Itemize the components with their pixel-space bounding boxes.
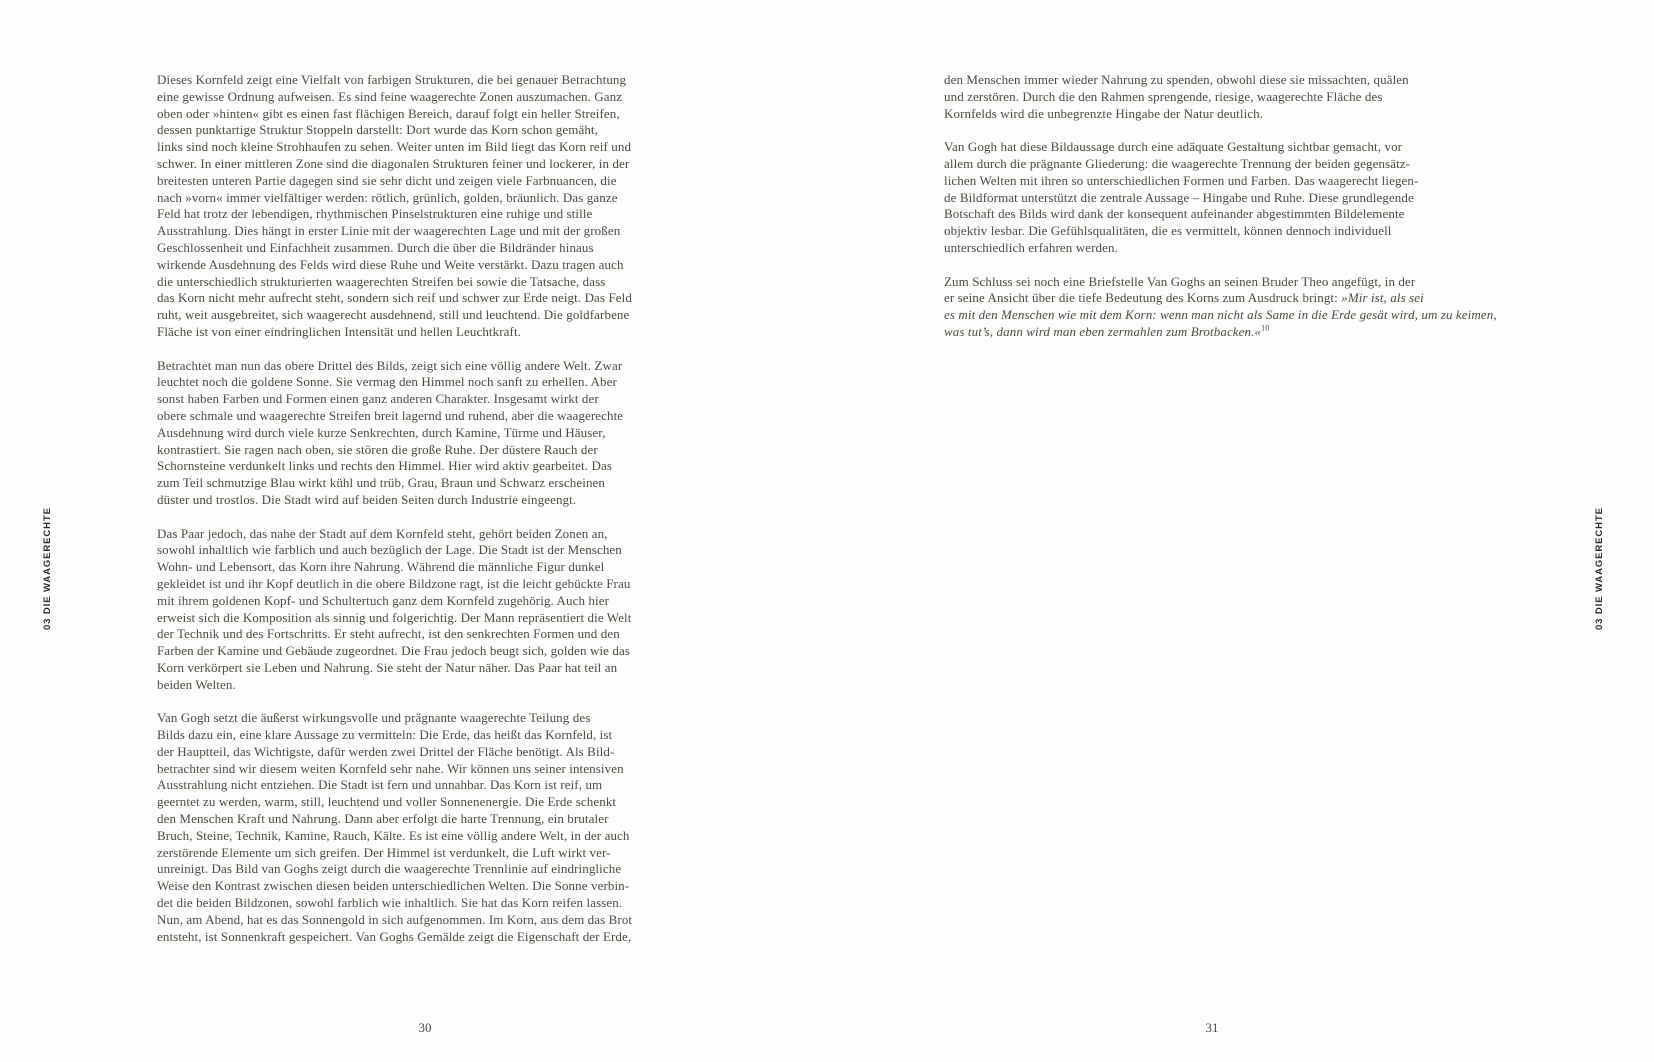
text-line: sonst haben Farben und Formen einen ganz anderen Charakter. Insgesamt wirkt der xyxy=(157,391,599,407)
text-line: gekleidet ist und ihr Kopf deutlich in die obere Bildzone ragt, ist die leicht gebückte Frau xyxy=(157,575,631,591)
text-line: eine gewisse Ordnung aufweisen. Es sind feine waagerechte Zonen auszumachen. Ganz xyxy=(157,88,623,104)
text-line: der Technik und des Fortschritts. Er steht aufrecht, ist den senkrechten Formen und den xyxy=(157,626,620,642)
text-line: Van Gogh hat diese Bildaussage durch eine adäquate Gestaltung sichtbar gemacht, vor xyxy=(944,139,1403,155)
paragraph xyxy=(157,358,693,509)
text-line: betrachter sind wir diesem weiten Kornfeld sehr nahe. Wir können uns seiner intensiven xyxy=(157,760,624,776)
text-line: det die beiden Bildzonen, sowohl farblich wie inhaltlich. Sie hat das Korn reifen lassen. xyxy=(157,895,623,911)
text-line: zerstörende Elemente um sich greifen. Der Himmel ist verdunkelt, die Luft wirkt ver- xyxy=(157,844,611,860)
body-text: er seine Ansicht über die tiefe Bedeutung des Korns zum Ausdruck bringt: xyxy=(944,290,1342,306)
text-line: das Korn nicht mehr aufrecht steht, sondern sich reif und schwer zur Erde neigt. Das Feld xyxy=(157,290,632,306)
text-line: Schornsteine verdunkelt links und rechts den Himmel. Hier wird aktiv gearbeitet. Das xyxy=(157,458,612,474)
text-line: Geschlossenheit und Einfachheit zusammen. Durch die über die Bildränder hinaus xyxy=(157,239,594,255)
quote-text: es mit den Menschen wie mit dem Korn: wenn man nicht als Same in die Erde gesät wird, um zu keimen, xyxy=(944,307,1497,323)
text-line xyxy=(944,274,1480,291)
text-line: schwer. In einer mittleren Zone sind die diagonalen Strukturen feiner und lockerer, in der xyxy=(157,155,630,171)
right-page-text-column xyxy=(944,72,1497,341)
paragraph xyxy=(944,139,1480,257)
text-line xyxy=(944,290,1480,307)
text-line: Kornfelds wird die unbegrenzte Hingabe der Natur deutlich. xyxy=(944,105,1264,121)
text-line xyxy=(944,307,1497,324)
text-line: Fläche ist von einer eindringlichen Intensität und hellen Leuchtkraft. xyxy=(157,323,522,339)
text-line: Dieses Kornfeld zeigt eine Vielfalt von farbigen Strukturen, die bei genauer Betrachtung xyxy=(157,72,627,87)
text-line: den Menschen immer wieder Nahrung zu spenden, obwohl diese sie missachten, quälen xyxy=(944,72,1409,87)
text-line: dessen punktartige Struktur Stoppeln darstellt: Dort wurde das Korn schon gemäht, xyxy=(157,122,598,138)
text-line: de Bildformat unterstützt die zentrale Aussage – Hingabe und Ruhe. Diese grundlegende xyxy=(944,189,1414,205)
text-line: beiden Welten. xyxy=(157,676,236,692)
text-line: mit ihrem goldenen Kopf- und Schultertuch ganz dem Kornfeld zugehörig. Auch hier xyxy=(157,592,610,608)
text-line: Bruch, Steine, Technik, Kamine, Rauch, Kälte. Es ist eine völlig andere Welt, in der auch xyxy=(157,827,630,843)
text-line: Botschaft des Bilds wird dank der konsequent aufeinander abgestimmten Bildelemente xyxy=(944,206,1405,222)
chapter-marker-right: 03 DIE WAAGERECHTE xyxy=(1594,507,1605,630)
text-line: leuchtet noch die goldene Sonne. Sie vermag den Himmel noch sanft zu erhellen. Aber xyxy=(157,374,617,390)
text-line: Ausstrahlung. Dies hängt in erster Linie mit der waagerechten Lage und mit der großen xyxy=(157,223,621,239)
quote-text: »Mir ist, als sei xyxy=(1341,290,1424,306)
text-line: die unterschiedlich strukturierten waagerechten Streifen bei sowie die Tatsache, dass xyxy=(157,273,606,289)
text-line: Van Gogh setzt die äußerst wirkungsvolle und prägnante waagerechte Teilung des xyxy=(157,710,591,726)
text-line: unterschiedlich erfahren werden. xyxy=(944,239,1118,255)
text-line: den Menschen Kraft und Nahrung. Dann aber erfolgt die harte Trennung, ein brutaler xyxy=(157,811,609,827)
text-line: allem durch die prägnante Gliederung: die waagerechte Trennung der beiden gegensätz- xyxy=(944,155,1411,171)
page-number-right: 31 xyxy=(1205,1020,1219,1035)
text-line: Feld hat trotz der lebendigen, rhythmischen Pinselstrukturen eine ruhige und stille xyxy=(157,206,593,222)
page-number-left: 30 xyxy=(418,1020,432,1035)
text-line: Ausstrahlung nicht entziehen. Die Stadt ist fern und unnahbar. Das Korn ist reif, um xyxy=(157,777,603,793)
left-page-text-column xyxy=(157,72,693,945)
text-line: breitesten unteren Partie dagegen sind sie sehr dicht und zeigen viele Farbnuancen, die xyxy=(157,172,617,188)
text-line xyxy=(944,324,1480,341)
chapter-marker-left: 03 DIE WAAGERECHTE xyxy=(42,507,53,630)
footnote-reference: 10 xyxy=(1261,323,1270,333)
paragraph xyxy=(157,526,693,694)
text-line: der Hauptteil, das Wichtigste, dafür werden zwei Drittel der Fläche benötigt. Als Bild- xyxy=(157,743,615,759)
text-line: lichen Welten mit ihren so unterschiedlichen Formen und Farben. Das waagerecht liegen- xyxy=(944,172,1419,188)
text-line: kontrastiert. Sie ragen nach oben, sie stören die große Ruhe. Der düstere Rauch der xyxy=(157,441,598,457)
text-line: Ausdehnung wird durch viele kurze Senkrechten, durch Kamine, Türme und Häuser, xyxy=(157,424,606,440)
paragraph xyxy=(944,72,1480,122)
text-line: zum Teil schmutzige Blau wirkt kühl und trüb, Grau, Braun und Schwarz erscheinen xyxy=(157,475,606,491)
text-line: Weise den Kontrast zwischen diesen beiden unterschiedlichen Welten. Die Sonne verbin- xyxy=(157,878,630,894)
paragraph xyxy=(944,273,1497,341)
text-line: Bilds dazu ein, eine klare Aussage zu vermitteln: Die Erde, das heißt das Kornfeld, ist xyxy=(157,727,613,743)
text-line: obere schmale und waagerechte Streifen breit lagernd und ruhend, aber die waagerechte xyxy=(157,407,624,423)
quote-text: was tut’s, dann wird man eben zermahlen zum Brotbacken.« xyxy=(944,323,1262,339)
text-line: geerntet zu werden, warm, still, leuchtend und voller Sonnenenergie. Die Erde schenkt xyxy=(157,794,617,810)
paragraph xyxy=(157,710,693,945)
paragraph xyxy=(157,72,693,341)
text-line: düster und trostlos. Die Stadt wird auf beiden Seiten durch Industrie eingeengt. xyxy=(157,491,577,507)
text-line: Nun, am Abend, hat es das Sonnengold in sich aufgenommen. Im Korn, aus dem das Brot xyxy=(157,911,633,927)
text-line: oben oder »hinten« gibt es einen fast flächigen Bereich, darauf folgt ein heller Streifen, xyxy=(157,105,620,121)
text-line: entsteht, ist Sonnenkraft gespeichert. Van Goghs Gemälde zeigt die Eigenschaft der Erde, xyxy=(157,928,632,944)
text-line: wirkende Ausdehnung des Felds wird diese Ruhe und Weite verstärkt. Dazu tragen auch xyxy=(157,256,624,272)
text-line: erweist sich die Komposition als sinnig und folgerichtig. Der Mann repräsentiert die Welt xyxy=(157,609,632,625)
text-line: Wohn- und Lebensort, das Korn ihre Nahrung. Während die männliche Figur dunkel xyxy=(157,559,605,575)
text-line: nach »vorn« immer vielfältiger werden: rötlich, grünlich, golden, bräunlich. Das ganze xyxy=(157,189,618,205)
text-line: Das Paar jedoch, das nahe der Stadt auf dem Kornfeld steht, gehört beiden Zonen an, xyxy=(157,525,608,541)
text-line: Korn verkörpert sie Leben und Nahrung. Sie steht der Natur näher. Das Paar hat teil an xyxy=(157,659,618,675)
text-line: und zerstören. Durch die den Rahmen sprengende, riesige, waagerechte Fläche des xyxy=(944,88,1383,104)
body-text: Zum Schluss sei noch eine Briefstelle Van Goghs an seinen Bruder Theo angefügt, in der xyxy=(944,273,1416,289)
text-line: sowohl inhaltlich wie farblich und auch bezüglich der Lage. Die Stadt ist der Menschen xyxy=(157,542,622,558)
text-line: Betrachtet man nun das obere Drittel des Bilds, zeigt sich eine völlig andere Welt. Zwar xyxy=(157,357,623,373)
text-line: Farben der Kamine und Gebäude zugeordnet. Die Frau jedoch beugt sich, golden wie das xyxy=(157,643,631,659)
text-line: ruht, weit ausgebreitet, sich waagerecht ausdehnend, still und leuchtend. Die goldfarbene xyxy=(157,307,630,323)
text-line: unreinigt. Das Bild van Goghs zeigt durch die waagerechte Trennlinie auf eindringliche xyxy=(157,861,622,877)
text-line: objektiv lesbar. Die Gefühlsqualitäten, die es vermittelt, können dennoch individuell xyxy=(944,223,1392,239)
text-line: links sind noch kleine Strohhaufen zu sehen. Weiter unten im Bild liegt das Korn reif und xyxy=(157,139,632,155)
